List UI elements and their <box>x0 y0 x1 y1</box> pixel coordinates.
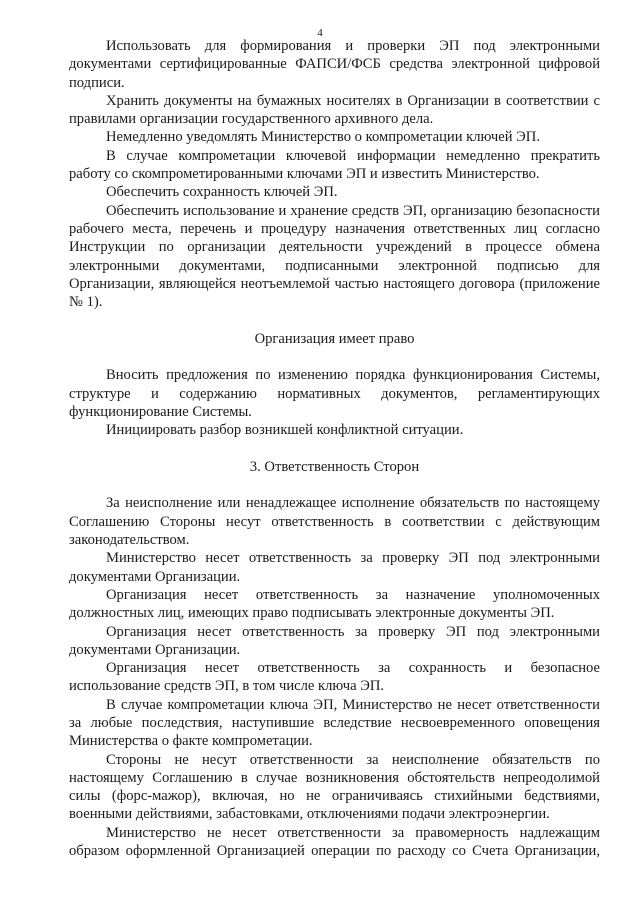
paragraph: Обеспечить использование и хранение средств ЭП, организацию безопасности рабочего места, перечень и процедуру назначения ответственных лиц согласно Инструкции по организации деятельности учреждений в процессе обмена электронными документами, подписанными электронной подписью для Организации, являющейся неотъемлемой частью настоящего договора (приложение № 1). <box>69 202 600 311</box>
page-body <box>69 37 600 860</box>
paragraph: За неисполнение или ненадлежащее исполнение обязательств по настоящему Соглашению Стороны несут ответственность в соответствии с действующим законодательством. <box>69 495 600 549</box>
paragraph: Министерство несет ответственность за проверку ЭП под электронными документами Организации. <box>69 550 600 585</box>
paragraph: Инициировать разбор возникшей конфликтной ситуации. <box>106 422 464 439</box>
paragraph: Немедленно уведомлять Министерство о компрометации ключей ЭП. <box>106 129 540 146</box>
responsibility-section <box>69 494 600 860</box>
paragraph: Вносить предложения по изменению порядка функционирования Системы, структуре и содержанию нормативных документов, регламентирующих функционирование Системы. <box>69 367 600 420</box>
paragraph: Обеспечить сохранность ключей ЭП. <box>106 184 338 201</box>
rights-section <box>69 366 600 439</box>
page-number: 4 <box>317 27 323 39</box>
section-heading-responsibility: 3. Ответственность Сторон <box>249 458 420 475</box>
paragraph: Организация несет ответственность за проверку ЭП под электронными документами Организации. <box>69 623 600 658</box>
paragraph: В случае компрометации ключевой информации немедленно прекратить работу со скомпрометированными ключами ЭП и известить Министерство. <box>69 147 600 183</box>
obligations-section <box>69 37 600 311</box>
paragraph: Организация несет ответственность за назначение уполномоченных должностных лиц, имеющих право подписывать электронные документы ЭП. <box>69 586 600 622</box>
section-heading-rights: Организация имеет право <box>254 330 415 347</box>
paragraph: Использовать для формирования и проверки ЭП под электронными документами сертифицированные ФАПСИ/ФСБ средства электронной цифровой подписи. <box>69 38 600 91</box>
paragraph: Хранить документы на бумажных носителях в Организации в соответствии с правилами организации государственного архивного дела. <box>69 92 600 128</box>
paragraph: Организация несет ответственность за сохранность и безопасное использование средств ЭП, в том числе ключа ЭП. <box>69 660 600 695</box>
paragraph: В случае компрометации ключа ЭП, Министерство не несет ответственности за любые последствия, наступившие вследствие несвоевременного оповещения Министерства о факте компрометации. <box>69 696 600 750</box>
paragraph: Стороны не несут ответственности за неисполнение обязательств по настоящему Соглашению в случае возникновения обстоятельств непреодолимой силы (форс-мажор), включая, но не ограничиваясь стихийными бедствиями, военными действиями, забастовками, отключениями подачи электроэнергии. <box>69 751 600 823</box>
paragraph: Министерство не несет ответственности за правомерность надлежащим образом оформленной Организацией операции по расходу со Счета Организации, <box>69 824 600 860</box>
